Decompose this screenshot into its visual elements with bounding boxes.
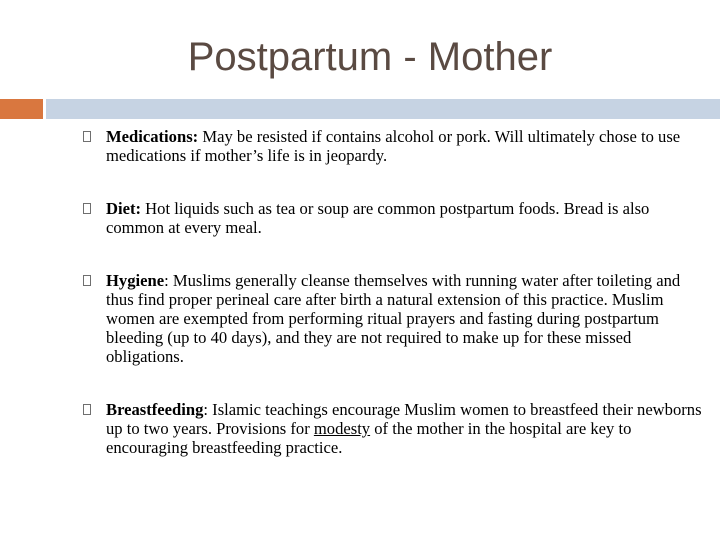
bullet-text: May be resisted if contains alcohol or pork. Will ultimately chose to use medications if mother’s life is in jeopardy. [106,127,681,165]
bullet-item-medications [83,127,703,165]
bullet-item-breastfeeding [83,400,703,457]
bullet-item-diet [83,199,703,237]
slide-title: Postpartum - Mother [187,35,553,79]
title-accent-bar-blue [46,99,720,119]
bullet-term-colon: : [203,400,209,419]
square-bullet-icon [83,203,91,214]
square-bullet-icon [83,131,91,142]
bullet-item-hygiene [83,271,703,366]
title-accent-bar-orange [0,99,43,119]
bullet-term: Medications: [106,127,199,146]
bullet-term: Hygiene [106,271,165,290]
bullet-list [83,127,703,457]
square-bullet-icon [83,404,91,415]
bullet-term-colon: : [164,271,169,290]
bullet-text-after: of the mother in the hospital are key to encouraging breastfeeding practice. [106,419,632,457]
bullet-term: Diet: [106,199,142,218]
bullet-term: Breastfeeding [106,400,204,419]
underlined-word: modesty [313,419,371,438]
bullet-text: Muslims generally cleanse themselves with running water after toileting and thus find proper perineal care after birth a natural extension of this practice. Muslim women are exempted from performing ritual prayers and fasting during postpartum bleeding (up to 40 days), and they are not required to make up for these missed obligations. [106,271,681,366]
bullet-text: Hot liquids such as tea or soup are common postpartum foods. Bread is also common at every meal. [106,199,650,237]
bullet-text-before: Islamic teachings encourage Muslim women to breastfeed their newborns up to two years. Provisions for [106,400,702,438]
square-bullet-icon [83,275,91,286]
